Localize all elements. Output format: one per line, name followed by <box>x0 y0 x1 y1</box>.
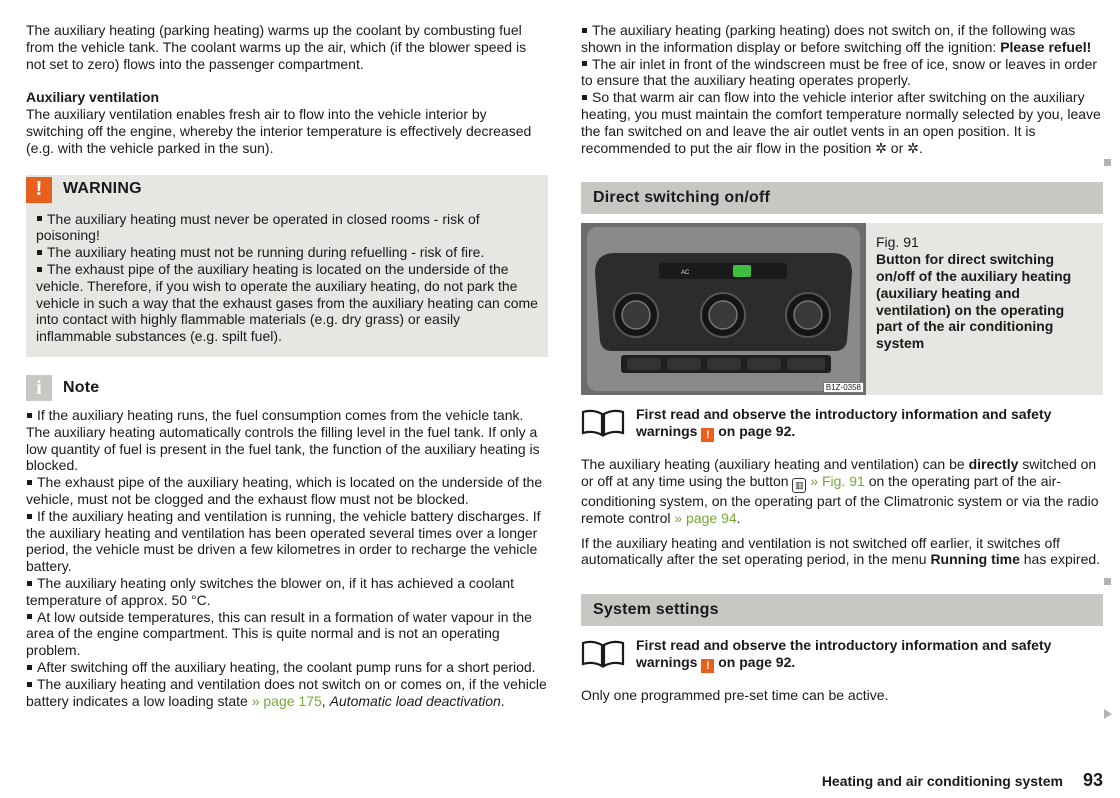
warning-box <box>26 175 548 357</box>
page-footer <box>822 772 1103 790</box>
auto-off-paragraph: If the auxiliary heating and ventilation is not switched off earlier, it switches off automatically after the set operating period, in the menu Running time has expired. <box>581 534 1101 568</box>
figure-code: B1Z-0358 <box>823 382 864 393</box>
figure-caption-text: Button for direct switching on/off of the auxiliary heating (auxiliary heating and ventilation) on the operating part of the air conditioning system <box>876 251 1072 352</box>
warning-icon: ! <box>701 659 714 673</box>
figure-caption <box>866 223 1103 395</box>
right-bullet: The air inlet in front of the windscreen must be free of ice, snow or leaves in order to ensure that the auxiliary heating operates properly. <box>581 55 1098 89</box>
figure <box>581 223 1103 395</box>
section-end-marker <box>1104 578 1111 585</box>
bullet-icon <box>27 581 32 586</box>
note-item: The exhaust pipe of the auxiliary heating, which is located on the underside of the vehicle, must not be clogged and the exhaust flow must not be blocked. <box>26 474 543 507</box>
note-item: If the auxiliary heating runs, the fuel consumption comes from the vehicle tank. The auxiliary heating automatically controls the filling level in the fuel tank. If only a low quantity of fuel is present in the fuel tank, the function of the auxiliary heating is blocked. <box>26 406 540 474</box>
continue-arrow-icon <box>1104 709 1112 719</box>
figure-image <box>581 223 866 395</box>
right-bullet: The auxiliary heating (parking heating) does not switch on, if the following was shown in the information display or before switching off the ignition: Please refuel! <box>581 22 1092 55</box>
left-column <box>26 22 548 709</box>
air-flow-icon: ✲ <box>875 139 887 156</box>
note-body <box>26 407 548 709</box>
panel-label: AC <box>681 270 690 277</box>
air-flow-icon: ✲ <box>907 139 919 156</box>
note-item: After switching off the auxiliary heating, the coolant pump runs for a short period. <box>26 659 548 676</box>
figure-label: Fig. 91 <box>876 234 919 251</box>
bullet-icon <box>27 614 32 619</box>
section-title-direct-switching: Direct switching on/off <box>581 182 1103 214</box>
warning-item: The auxiliary heating must never be operated in closed rooms - risk of poisoning! <box>36 210 480 244</box>
section-end-marker <box>1104 159 1111 166</box>
page-link[interactable]: » page 175 <box>251 692 322 709</box>
page-number: 93 <box>1082 770 1103 790</box>
note-header <box>26 375 548 401</box>
right-column <box>581 22 1103 704</box>
direct-switching-paragraph: The auxiliary heating (auxiliary heating and ventilation) can be directly switched on or off at any time using the button ▥ » Fig. 91 on the operating part of the air-conditioning system, on the operating part of the Climatronic system or via the radio remote control » page 94. <box>581 456 1099 526</box>
note-item: At low outside temperatures, this can result in a formation of water vapour in the area of the engine compartment. This is quite normal and is not an operating problem. <box>26 608 532 659</box>
warning-icon: ! <box>26 177 52 203</box>
warning-title: WARNING <box>63 180 142 198</box>
bullet-icon <box>582 28 587 33</box>
bullet-icon <box>37 267 42 272</box>
bullet-icon <box>27 665 32 670</box>
warning-body <box>26 205 548 345</box>
book-icon <box>581 640 625 668</box>
right-bullet: So that warm air can flow into the vehicle interior after switching on the auxiliary heating, you must maintain the comfort temperature normally selected by you, leave the fan switched on and leave the air outlet vents in an open position. It is recommended to put the air flow in the position ✲ or ✲. <box>581 89 1101 156</box>
bullet-icon <box>27 480 32 485</box>
footer-title: Heating and air conditioning system <box>821 773 1063 789</box>
bullet-icon <box>37 250 42 255</box>
book-icon <box>581 409 625 437</box>
note-item: The auxiliary heating only switches the blower on, if it has achieved a coolant temperature of approx. 50 °C. <box>26 574 515 608</box>
warning-header <box>26 175 548 205</box>
warning-item: The exhaust pipe of the auxiliary heating is located on the underside of the vehicle. Therefore, if you wish to operate the auxiliary heating, do not park the vehicle in such a way that the exhaust gases from the auxiliary heating can come into contact with highly flammable materials (e.g. dry grass) or easily inflammable substances (e.g. spilt fuel). <box>36 260 538 345</box>
ventilation-heading: Auxiliary ventilation <box>26 89 160 106</box>
bullet-icon <box>27 413 32 418</box>
system-settings-paragraph: Only one programmed pre-set time can be active. <box>581 686 889 703</box>
intro-paragraph: The auxiliary heating (parking heating) warms up the coolant by combusting fuel from the vehicle tank. The coolant warms up the air, which (if the blower speed is not set to zero) flows into the passenger compartment. <box>26 22 527 72</box>
read-first-text: First read and observe the introductory information and safety warnings ! on page 92. <box>636 406 1052 442</box>
warning-item: The auxiliary heating must not be running during refuelling - risk of fire. <box>36 244 538 261</box>
auxiliary-heating-button-icon: ▥ <box>792 478 806 493</box>
bullet-icon <box>37 216 42 221</box>
note-title: Note <box>63 378 100 396</box>
info-icon: i <box>26 375 52 401</box>
figure-link[interactable]: » Fig. 91 <box>806 472 865 489</box>
warning-icon: ! <box>701 428 714 442</box>
bullet-icon <box>27 682 32 687</box>
read-first-notice <box>581 406 1103 442</box>
note-item: If the auxiliary heating and ventilation is running, the vehicle battery discharges. If the auxiliary heating and ventilation has been operated several times over a longer period, the vehicle must be driven a few kilometres in order to recharge the vehicle battery. <box>26 507 541 575</box>
read-first-notice <box>581 637 1103 673</box>
climate-panel-illustration <box>581 223 866 395</box>
ventilation-paragraph: The auxiliary ventilation enables fresh air to flow into the vehicle interior by switching off the engine, whereby the interior temperature is effectively decreased (e.g. with the vehicle parked in the sun). <box>26 106 532 156</box>
bullet-icon <box>582 95 587 100</box>
section-title-system-settings: System settings <box>581 594 1103 626</box>
page-link[interactable]: » page 94 <box>674 509 737 526</box>
bullet-icon <box>27 514 32 519</box>
read-first-text: First read and observe the introductory information and safety warnings ! on page 92. <box>636 637 1052 672</box>
bullet-icon <box>582 61 587 66</box>
note-item: The auxiliary heating and ventilation does not switch on or comes on, if the vehicle battery indicates a low loading state » page 175, Automatic load deactivation. <box>26 675 547 709</box>
